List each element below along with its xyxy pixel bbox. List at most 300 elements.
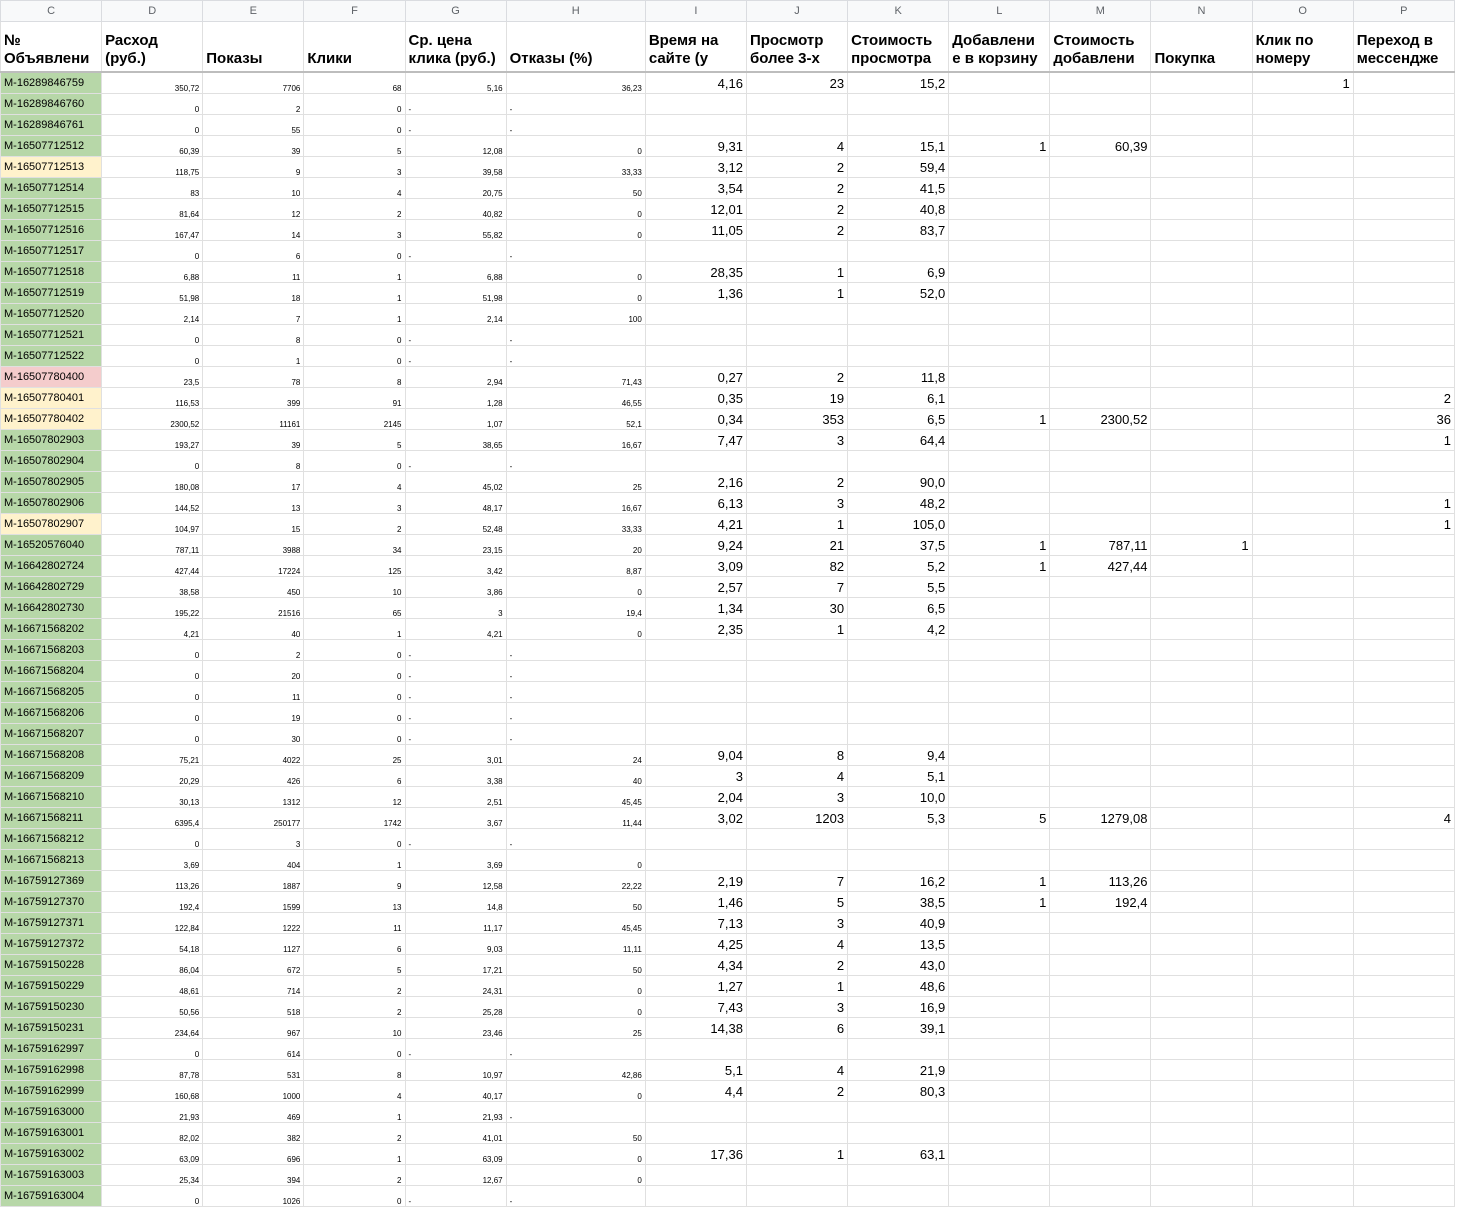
cell-k[interactable]: 59,4 (848, 157, 949, 178)
cell-i[interactable]: 28,35 (645, 262, 746, 283)
cell-l[interactable]: 1 (949, 409, 1050, 430)
cell-i[interactable]: 2,16 (645, 472, 746, 493)
cell-n[interactable] (1151, 766, 1252, 787)
cell-o[interactable] (1252, 451, 1353, 472)
cell-f[interactable]: 2 (304, 1165, 405, 1186)
cell-p[interactable] (1353, 94, 1454, 115)
cell-o[interactable] (1252, 136, 1353, 157)
cell-o[interactable] (1252, 1165, 1353, 1186)
column-letter-e[interactable]: E (203, 1, 304, 22)
cell-g[interactable]: 20,75 (405, 178, 506, 199)
cell-o[interactable] (1252, 619, 1353, 640)
cell-g[interactable]: 24,31 (405, 976, 506, 997)
cell-n[interactable] (1151, 934, 1252, 955)
header-cell-o[interactable]: Клик по номеру (1252, 22, 1353, 73)
cell-k[interactable]: 38,5 (848, 892, 949, 913)
cell-d[interactable]: 160,68 (102, 1081, 203, 1102)
cell-g[interactable]: 1,28 (405, 388, 506, 409)
cell-k[interactable] (848, 346, 949, 367)
ad-id-cell[interactable]: M-16759162998 (1, 1060, 102, 1081)
cell-i[interactable] (645, 1102, 746, 1123)
cell-e[interactable]: 3988 (203, 535, 304, 556)
cell-f[interactable]: 0 (304, 451, 405, 472)
cell-m[interactable] (1050, 1165, 1151, 1186)
cell-d[interactable]: 30,13 (102, 787, 203, 808)
cell-i[interactable]: 1,34 (645, 598, 746, 619)
cell-i[interactable]: 5,1 (645, 1060, 746, 1081)
cell-p[interactable] (1353, 892, 1454, 913)
cell-n[interactable] (1151, 262, 1252, 283)
cell-n[interactable] (1151, 640, 1252, 661)
cell-e[interactable]: 469 (203, 1102, 304, 1123)
cell-g[interactable]: 55,82 (405, 220, 506, 241)
cell-g[interactable]: 2,51 (405, 787, 506, 808)
cell-k[interactable] (848, 703, 949, 724)
cell-m[interactable] (1050, 766, 1151, 787)
cell-e[interactable]: 250177 (203, 808, 304, 829)
cell-f[interactable]: 2145 (304, 409, 405, 430)
cell-f[interactable]: 0 (304, 724, 405, 745)
cell-h[interactable]: - (506, 115, 645, 136)
cell-n[interactable] (1151, 136, 1252, 157)
cell-n[interactable] (1151, 556, 1252, 577)
cell-e[interactable]: 531 (203, 1060, 304, 1081)
cell-p[interactable] (1353, 934, 1454, 955)
cell-h[interactable]: 33,33 (506, 157, 645, 178)
header-cell-j[interactable]: Просмотр более 3-х (746, 22, 847, 73)
cell-d[interactable]: 350,72 (102, 72, 203, 94)
cell-l[interactable] (949, 1144, 1050, 1165)
cell-g[interactable]: 39,58 (405, 157, 506, 178)
cell-j[interactable] (746, 325, 847, 346)
cell-e[interactable]: 1000 (203, 1081, 304, 1102)
cell-e[interactable]: 11 (203, 682, 304, 703)
cell-e[interactable]: 614 (203, 1039, 304, 1060)
column-letter-l[interactable]: L (949, 1, 1050, 22)
cell-h[interactable]: 22,22 (506, 871, 645, 892)
ad-id-cell[interactable]: M-16507712512 (1, 136, 102, 157)
cell-j[interactable] (746, 304, 847, 325)
cell-n[interactable] (1151, 598, 1252, 619)
cell-p[interactable] (1353, 556, 1454, 577)
cell-m[interactable] (1050, 388, 1151, 409)
cell-g[interactable]: 38,65 (405, 430, 506, 451)
cell-n[interactable] (1151, 808, 1252, 829)
cell-i[interactable] (645, 325, 746, 346)
cell-h[interactable]: 16,67 (506, 430, 645, 451)
cell-p[interactable] (1353, 913, 1454, 934)
cell-o[interactable] (1252, 997, 1353, 1018)
cell-h[interactable]: - (506, 682, 645, 703)
cell-m[interactable] (1050, 682, 1151, 703)
ad-id-cell[interactable]: M-16759127371 (1, 913, 102, 934)
cell-o[interactable] (1252, 913, 1353, 934)
cell-d[interactable]: 81,64 (102, 199, 203, 220)
cell-e[interactable]: 15 (203, 514, 304, 535)
cell-f[interactable]: 0 (304, 94, 405, 115)
cell-o[interactable] (1252, 283, 1353, 304)
cell-e[interactable]: 426 (203, 766, 304, 787)
cell-p[interactable] (1353, 220, 1454, 241)
cell-l[interactable] (949, 157, 1050, 178)
cell-n[interactable] (1151, 577, 1252, 598)
cell-h[interactable]: 0 (506, 1081, 645, 1102)
ad-id-cell[interactable]: M-16759127370 (1, 892, 102, 913)
cell-o[interactable] (1252, 472, 1353, 493)
cell-i[interactable] (645, 850, 746, 871)
cell-d[interactable]: 87,78 (102, 1060, 203, 1081)
cell-g[interactable]: 3,01 (405, 745, 506, 766)
header-cell-l[interactable]: Добавлени е в корзину (949, 22, 1050, 73)
cell-h[interactable]: 0 (506, 976, 645, 997)
cell-e[interactable]: 9 (203, 157, 304, 178)
cell-i[interactable] (645, 304, 746, 325)
cell-f[interactable]: 4 (304, 1081, 405, 1102)
cell-j[interactable] (746, 346, 847, 367)
cell-g[interactable]: 12,67 (405, 1165, 506, 1186)
cell-f[interactable]: 6 (304, 934, 405, 955)
cell-i[interactable]: 11,05 (645, 220, 746, 241)
cell-k[interactable] (848, 1102, 949, 1123)
cell-n[interactable] (1151, 829, 1252, 850)
cell-l[interactable] (949, 1123, 1050, 1144)
cell-d[interactable]: 82,02 (102, 1123, 203, 1144)
cell-m[interactable] (1050, 976, 1151, 997)
cell-i[interactable] (645, 94, 746, 115)
cell-m[interactable] (1050, 1102, 1151, 1123)
ad-id-cell[interactable]: M-16759162997 (1, 1039, 102, 1060)
cell-p[interactable] (1353, 1018, 1454, 1039)
cell-h[interactable]: 16,67 (506, 493, 645, 514)
cell-p[interactable] (1353, 745, 1454, 766)
cell-e[interactable]: 7706 (203, 72, 304, 94)
cell-h[interactable]: - (506, 451, 645, 472)
cell-e[interactable]: 30 (203, 724, 304, 745)
cell-p[interactable] (1353, 787, 1454, 808)
cell-k[interactable]: 5,5 (848, 577, 949, 598)
cell-j[interactable] (746, 451, 847, 472)
cell-n[interactable] (1151, 1102, 1252, 1123)
cell-j[interactable] (746, 1165, 847, 1186)
cell-m[interactable] (1050, 178, 1151, 199)
cell-j[interactable]: 2 (746, 1081, 847, 1102)
ad-id-cell[interactable]: M-16671568203 (1, 640, 102, 661)
cell-j[interactable] (746, 94, 847, 115)
cell-i[interactable] (645, 1039, 746, 1060)
ad-id-cell[interactable]: M-16671568210 (1, 787, 102, 808)
cell-e[interactable]: 78 (203, 367, 304, 388)
cell-k[interactable]: 5,2 (848, 556, 949, 577)
cell-g[interactable]: 5,16 (405, 72, 506, 94)
cell-n[interactable] (1151, 472, 1252, 493)
column-letter-m[interactable]: M (1050, 1, 1151, 22)
cell-p[interactable] (1353, 1060, 1454, 1081)
cell-h[interactable]: 11,11 (506, 934, 645, 955)
cell-n[interactable] (1151, 913, 1252, 934)
cell-j[interactable]: 30 (746, 598, 847, 619)
cell-d[interactable]: 2,14 (102, 304, 203, 325)
cell-m[interactable] (1050, 472, 1151, 493)
cell-m[interactable] (1050, 1018, 1151, 1039)
cell-d[interactable]: 0 (102, 703, 203, 724)
cell-l[interactable] (949, 1102, 1050, 1123)
cell-e[interactable]: 18 (203, 283, 304, 304)
cell-i[interactable]: 1,27 (645, 976, 746, 997)
cell-d[interactable]: 51,98 (102, 283, 203, 304)
cell-n[interactable] (1151, 619, 1252, 640)
cell-o[interactable] (1252, 556, 1353, 577)
cell-l[interactable] (949, 766, 1050, 787)
cell-i[interactable] (645, 451, 746, 472)
ad-id-cell[interactable]: M-16507712516 (1, 220, 102, 241)
cell-i[interactable]: 4,34 (645, 955, 746, 976)
cell-k[interactable] (848, 115, 949, 136)
cell-g[interactable]: - (405, 829, 506, 850)
cell-l[interactable] (949, 430, 1050, 451)
cell-d[interactable]: 122,84 (102, 913, 203, 934)
cell-g[interactable]: - (405, 451, 506, 472)
cell-h[interactable]: - (506, 241, 645, 262)
cell-l[interactable] (949, 346, 1050, 367)
ad-id-cell[interactable]: M-16642802730 (1, 598, 102, 619)
ad-id-cell[interactable]: M-16759150229 (1, 976, 102, 997)
cell-g[interactable]: 23,46 (405, 1018, 506, 1039)
cell-i[interactable]: 2,57 (645, 577, 746, 598)
cell-l[interactable] (949, 682, 1050, 703)
cell-o[interactable] (1252, 787, 1353, 808)
cell-g[interactable]: 21,93 (405, 1102, 506, 1123)
cell-i[interactable]: 3 (645, 766, 746, 787)
cell-f[interactable]: 1 (304, 850, 405, 871)
cell-e[interactable]: 4022 (203, 745, 304, 766)
cell-d[interactable]: 116,53 (102, 388, 203, 409)
header-cell-c[interactable]: № Объявлени (1, 22, 102, 73)
cell-h[interactable]: 46,55 (506, 388, 645, 409)
cell-m[interactable] (1050, 493, 1151, 514)
cell-e[interactable]: 2 (203, 94, 304, 115)
cell-d[interactable]: 0 (102, 115, 203, 136)
cell-o[interactable] (1252, 703, 1353, 724)
cell-n[interactable] (1151, 1018, 1252, 1039)
cell-l[interactable] (949, 829, 1050, 850)
cell-k[interactable]: 13,5 (848, 934, 949, 955)
cell-e[interactable]: 40 (203, 619, 304, 640)
cell-k[interactable]: 90,0 (848, 472, 949, 493)
cell-l[interactable]: 5 (949, 808, 1050, 829)
cell-i[interactable]: 1,46 (645, 892, 746, 913)
cell-f[interactable]: 0 (304, 241, 405, 262)
cell-p[interactable] (1353, 1123, 1454, 1144)
cell-n[interactable] (1151, 1081, 1252, 1102)
cell-d[interactable]: 3,69 (102, 850, 203, 871)
cell-d[interactable]: 0 (102, 661, 203, 682)
cell-n[interactable] (1151, 1144, 1252, 1165)
cell-i[interactable]: 7,13 (645, 913, 746, 934)
cell-d[interactable]: 6395,4 (102, 808, 203, 829)
cell-d[interactable]: 193,27 (102, 430, 203, 451)
cell-d[interactable]: 48,61 (102, 976, 203, 997)
cell-n[interactable] (1151, 892, 1252, 913)
cell-e[interactable]: 21516 (203, 598, 304, 619)
cell-e[interactable]: 7 (203, 304, 304, 325)
cell-p[interactable] (1353, 829, 1454, 850)
cell-e[interactable]: 382 (203, 1123, 304, 1144)
cell-p[interactable] (1353, 1144, 1454, 1165)
cell-d[interactable]: 0 (102, 724, 203, 745)
cell-d[interactable]: 192,4 (102, 892, 203, 913)
cell-j[interactable]: 4 (746, 766, 847, 787)
cell-o[interactable] (1252, 1018, 1353, 1039)
cell-j[interactable] (746, 682, 847, 703)
cell-l[interactable] (949, 493, 1050, 514)
cell-i[interactable] (645, 241, 746, 262)
cell-e[interactable]: 17 (203, 472, 304, 493)
ad-id-cell[interactable]: M-16642802724 (1, 556, 102, 577)
cell-l[interactable] (949, 934, 1050, 955)
cell-j[interactable] (746, 1123, 847, 1144)
cell-g[interactable]: - (405, 115, 506, 136)
cell-h[interactable]: 50 (506, 955, 645, 976)
cell-f[interactable]: 0 (304, 703, 405, 724)
cell-f[interactable]: 5 (304, 430, 405, 451)
cell-m[interactable] (1050, 325, 1151, 346)
cell-j[interactable]: 7 (746, 871, 847, 892)
cell-k[interactable] (848, 304, 949, 325)
cell-j[interactable]: 82 (746, 556, 847, 577)
header-cell-f[interactable]: Клики (304, 22, 405, 73)
cell-d[interactable]: 787,11 (102, 535, 203, 556)
cell-l[interactable] (949, 1186, 1050, 1207)
cell-k[interactable]: 48,6 (848, 976, 949, 997)
cell-g[interactable]: - (405, 325, 506, 346)
cell-e[interactable]: 1026 (203, 1186, 304, 1207)
cell-e[interactable]: 6 (203, 241, 304, 262)
cell-j[interactable] (746, 241, 847, 262)
cell-k[interactable] (848, 640, 949, 661)
column-letter-k[interactable]: K (848, 1, 949, 22)
cell-n[interactable] (1151, 199, 1252, 220)
cell-g[interactable]: 4,21 (405, 619, 506, 640)
cell-i[interactable]: 1,36 (645, 283, 746, 304)
cell-h[interactable]: 36,23 (506, 72, 645, 94)
cell-l[interactable] (949, 220, 1050, 241)
cell-h[interactable]: 0 (506, 850, 645, 871)
cell-l[interactable] (949, 178, 1050, 199)
cell-g[interactable]: 1,07 (405, 409, 506, 430)
cell-n[interactable] (1151, 787, 1252, 808)
cell-l[interactable]: 1 (949, 871, 1050, 892)
cell-k[interactable]: 40,8 (848, 199, 949, 220)
cell-n[interactable] (1151, 451, 1252, 472)
cell-l[interactable] (949, 661, 1050, 682)
cell-p[interactable] (1353, 1039, 1454, 1060)
column-letter-p[interactable]: P (1353, 1, 1454, 22)
cell-k[interactable] (848, 1039, 949, 1060)
cell-n[interactable] (1151, 115, 1252, 136)
cell-o[interactable] (1252, 220, 1353, 241)
cell-n[interactable] (1151, 976, 1252, 997)
cell-p[interactable] (1353, 1081, 1454, 1102)
cell-p[interactable] (1353, 472, 1454, 493)
cell-p[interactable] (1353, 1165, 1454, 1186)
ad-id-cell[interactable]: M-16507802905 (1, 472, 102, 493)
cell-p[interactable] (1353, 346, 1454, 367)
cell-d[interactable]: 20,29 (102, 766, 203, 787)
cell-d[interactable]: 83 (102, 178, 203, 199)
cell-n[interactable] (1151, 72, 1252, 94)
cell-n[interactable] (1151, 430, 1252, 451)
cell-g[interactable]: 3,42 (405, 556, 506, 577)
cell-m[interactable] (1050, 199, 1151, 220)
cell-j[interactable] (746, 829, 847, 850)
cell-e[interactable]: 12 (203, 199, 304, 220)
cell-n[interactable] (1151, 283, 1252, 304)
cell-p[interactable] (1353, 535, 1454, 556)
cell-k[interactable]: 15,2 (848, 72, 949, 94)
cell-i[interactable] (645, 640, 746, 661)
cell-f[interactable]: 2 (304, 514, 405, 535)
cell-e[interactable]: 1599 (203, 892, 304, 913)
cell-g[interactable]: 3,67 (405, 808, 506, 829)
cell-m[interactable] (1050, 640, 1151, 661)
cell-o[interactable] (1252, 178, 1353, 199)
cell-i[interactable]: 3,02 (645, 808, 746, 829)
cell-h[interactable]: 50 (506, 178, 645, 199)
cell-m[interactable]: 427,44 (1050, 556, 1151, 577)
cell-g[interactable]: 3,69 (405, 850, 506, 871)
cell-d[interactable]: 0 (102, 94, 203, 115)
cell-l[interactable] (949, 724, 1050, 745)
cell-f[interactable]: 2 (304, 976, 405, 997)
cell-j[interactable] (746, 1102, 847, 1123)
cell-i[interactable]: 4,16 (645, 72, 746, 94)
cell-h[interactable]: 0 (506, 619, 645, 640)
cell-k[interactable] (848, 661, 949, 682)
cell-j[interactable]: 3 (746, 787, 847, 808)
cell-o[interactable] (1252, 493, 1353, 514)
cell-k[interactable] (848, 829, 949, 850)
cell-l[interactable] (949, 262, 1050, 283)
cell-d[interactable]: 2300,52 (102, 409, 203, 430)
cell-j[interactable]: 1 (746, 283, 847, 304)
cell-i[interactable] (645, 346, 746, 367)
cell-h[interactable]: - (506, 325, 645, 346)
cell-f[interactable]: 91 (304, 388, 405, 409)
cell-e[interactable]: 8 (203, 325, 304, 346)
column-letter-g[interactable]: G (405, 1, 506, 22)
cell-l[interactable]: 1 (949, 556, 1050, 577)
cell-k[interactable]: 5,3 (848, 808, 949, 829)
cell-g[interactable]: - (405, 1186, 506, 1207)
cell-d[interactable]: 21,93 (102, 1102, 203, 1123)
ad-id-cell[interactable]: M-16759163000 (1, 1102, 102, 1123)
cell-g[interactable]: 45,02 (405, 472, 506, 493)
cell-p[interactable] (1353, 640, 1454, 661)
cell-g[interactable]: 12,08 (405, 136, 506, 157)
cell-j[interactable]: 2 (746, 178, 847, 199)
cell-p[interactable] (1353, 703, 1454, 724)
cell-o[interactable] (1252, 346, 1353, 367)
cell-i[interactable]: 3,12 (645, 157, 746, 178)
cell-d[interactable]: 63,09 (102, 1144, 203, 1165)
cell-n[interactable] (1151, 1039, 1252, 1060)
cell-e[interactable]: 672 (203, 955, 304, 976)
cell-m[interactable] (1050, 514, 1151, 535)
ad-id-cell[interactable]: M-16507712515 (1, 199, 102, 220)
cell-k[interactable]: 6,9 (848, 262, 949, 283)
cell-d[interactable]: 0 (102, 1039, 203, 1060)
cell-l[interactable]: 1 (949, 136, 1050, 157)
